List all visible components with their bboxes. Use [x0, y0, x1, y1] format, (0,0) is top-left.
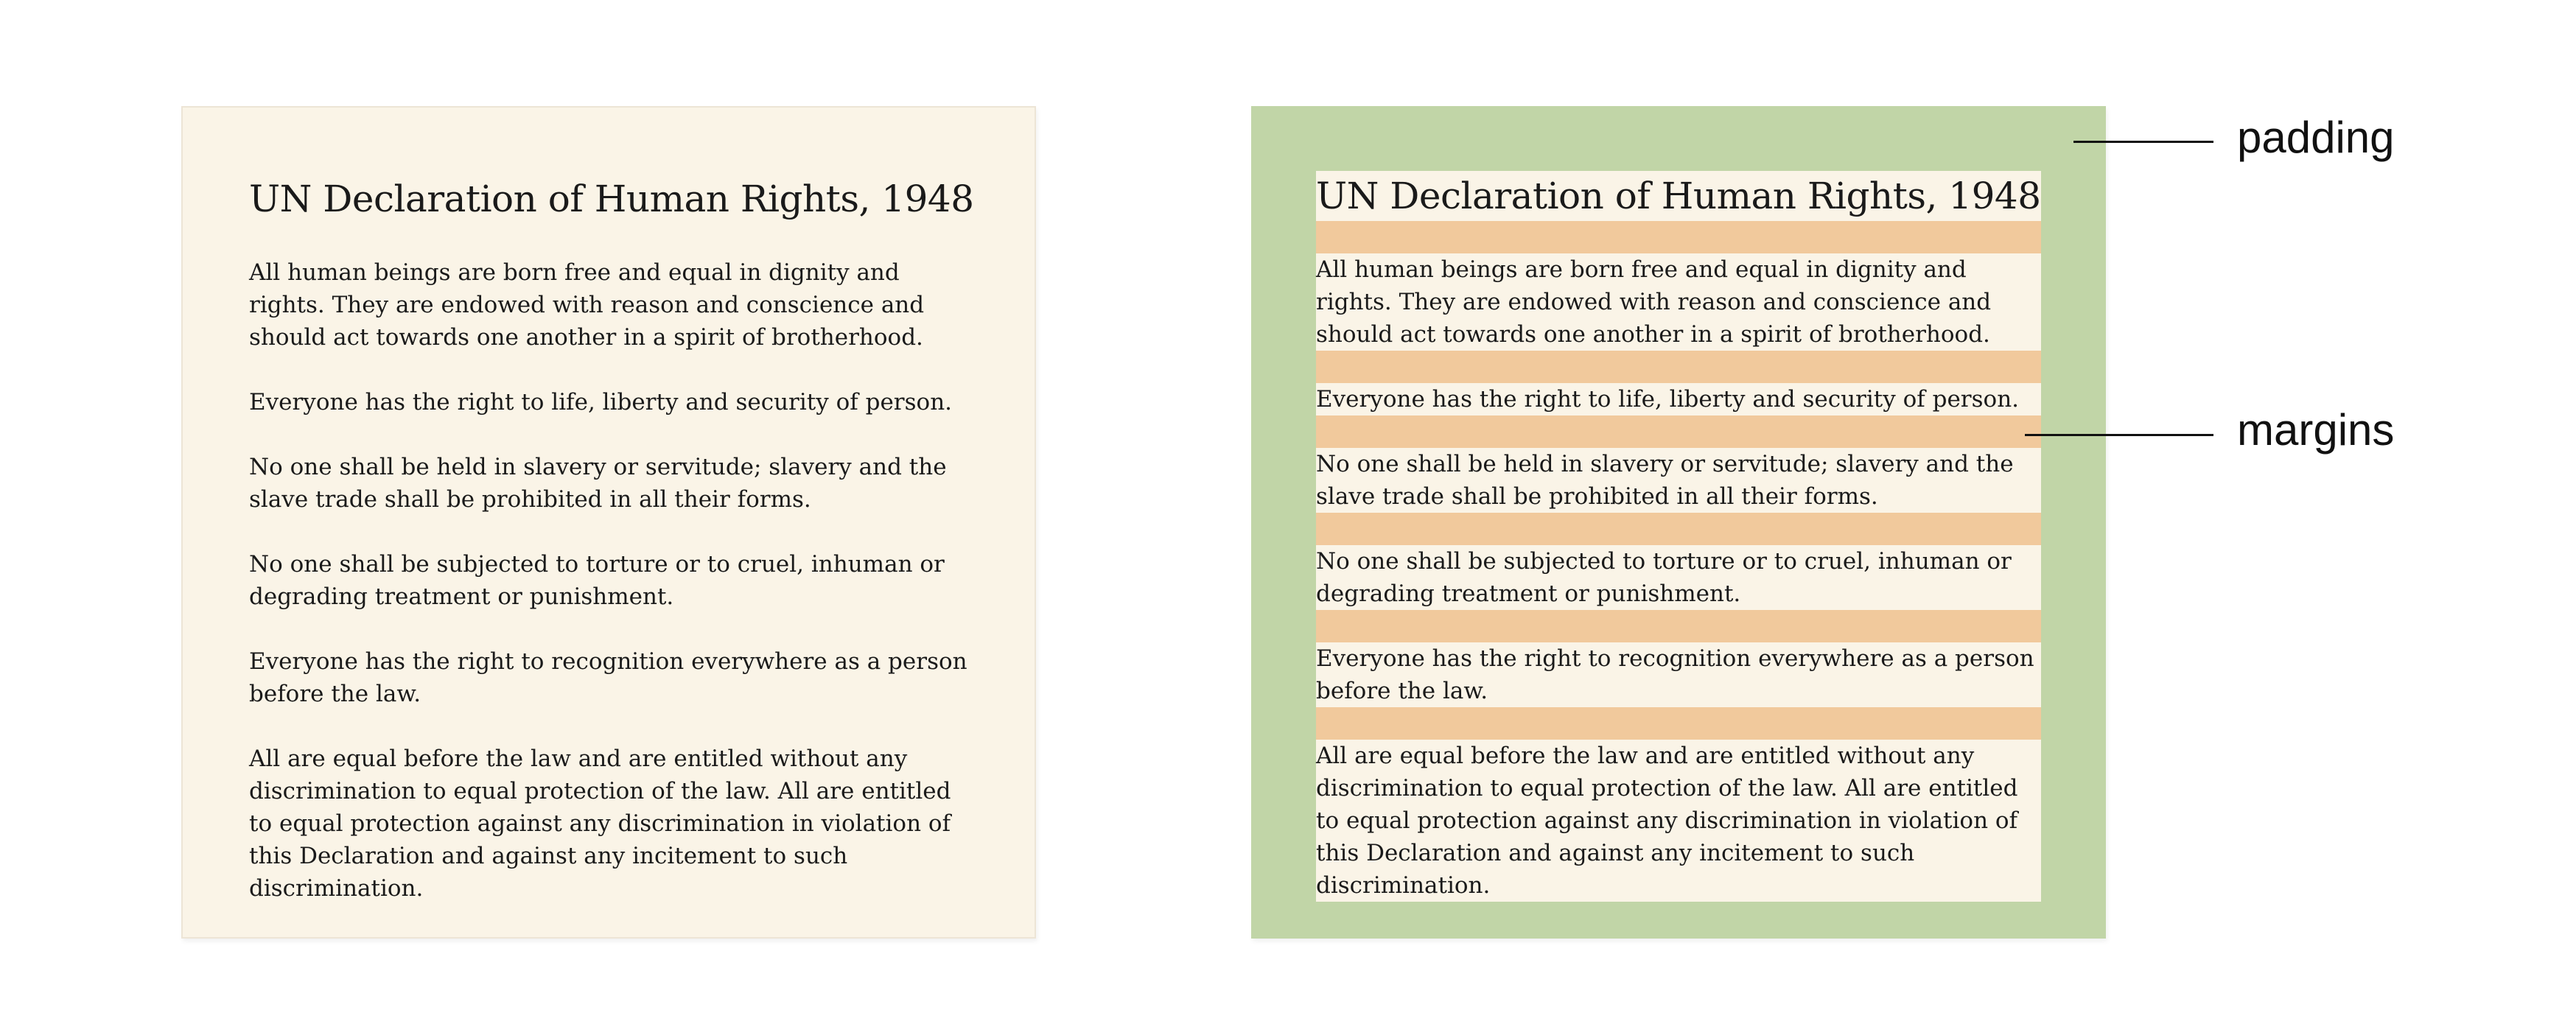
paragraph: All human beings are born free and equal in dignity and rights. They are endowed with reason and conscience and should act towards one another in a spirit of brotherhood.: [249, 259, 925, 351]
margin-highlight: [1316, 415, 2041, 448]
paragraph: All are equal before the law and are entitled without any discrimination to equal protection of the law. All are entitled to equal protection against any discrimination in violation of this Declaration and against any incitement to such discrimination.: [249, 746, 951, 902]
margin-highlight: [1316, 513, 2041, 545]
document-card-plain: [181, 106, 1036, 939]
paragraph: All human beings are born free and equal in dignity and rights. They are endowed with reason and conscience and should act towards one another in a spirit of brotherhood.: [1316, 256, 1992, 348]
margins-label: margins: [2237, 405, 2395, 455]
paragraph: Everyone has the right to recognition everywhere as a person before the law.: [1316, 645, 2034, 704]
paragraph: No one shall be subjected to torture or to cruel, inhuman or degrading treatment or punishment.: [1316, 548, 2012, 607]
margin-highlight: [1316, 610, 2041, 642]
paragraph: Everyone has the right to life, liberty and security of person.: [1316, 386, 2020, 413]
document-content: [249, 174, 974, 905]
margin-highlight: [1316, 221, 2041, 253]
padding-leader-line: [2073, 141, 2213, 143]
margin-highlight: [1316, 351, 2041, 383]
paragraph: No one shall be held in slavery or servitude; slavery and the slave trade shall be prohibited in all their forms.: [249, 454, 947, 513]
paragraph: No one shall be held in slavery or servitude; slavery and the slave trade shall be prohibited in all their forms.: [1316, 451, 2014, 510]
document-content-highlighted: [1316, 171, 2041, 902]
margin-highlight: [1316, 707, 2041, 740]
paragraph: All are equal before the law and are entitled without any discrimination to equal protection of the law. All are entitled to equal protection against any discrimination in violation of this Declaration and against any incitement to such discrimination.: [1316, 743, 2018, 899]
paragraph: Everyone has the right to life, liberty and security of person.: [249, 389, 953, 415]
paragraph: Everyone has the right to recognition everywhere as a person before the law.: [249, 648, 967, 707]
margins-leader-line: [2025, 434, 2213, 436]
document-card-annotated: [1251, 106, 2106, 939]
document-title: UN Declaration of Human Rights, 1948: [1316, 175, 2041, 217]
document-title: UN Declaration of Human Rights, 1948: [249, 178, 974, 220]
paragraph: No one shall be subjected to torture or to cruel, inhuman or degrading treatment or punishment.: [249, 551, 945, 610]
padding-label: padding: [2237, 113, 2395, 162]
